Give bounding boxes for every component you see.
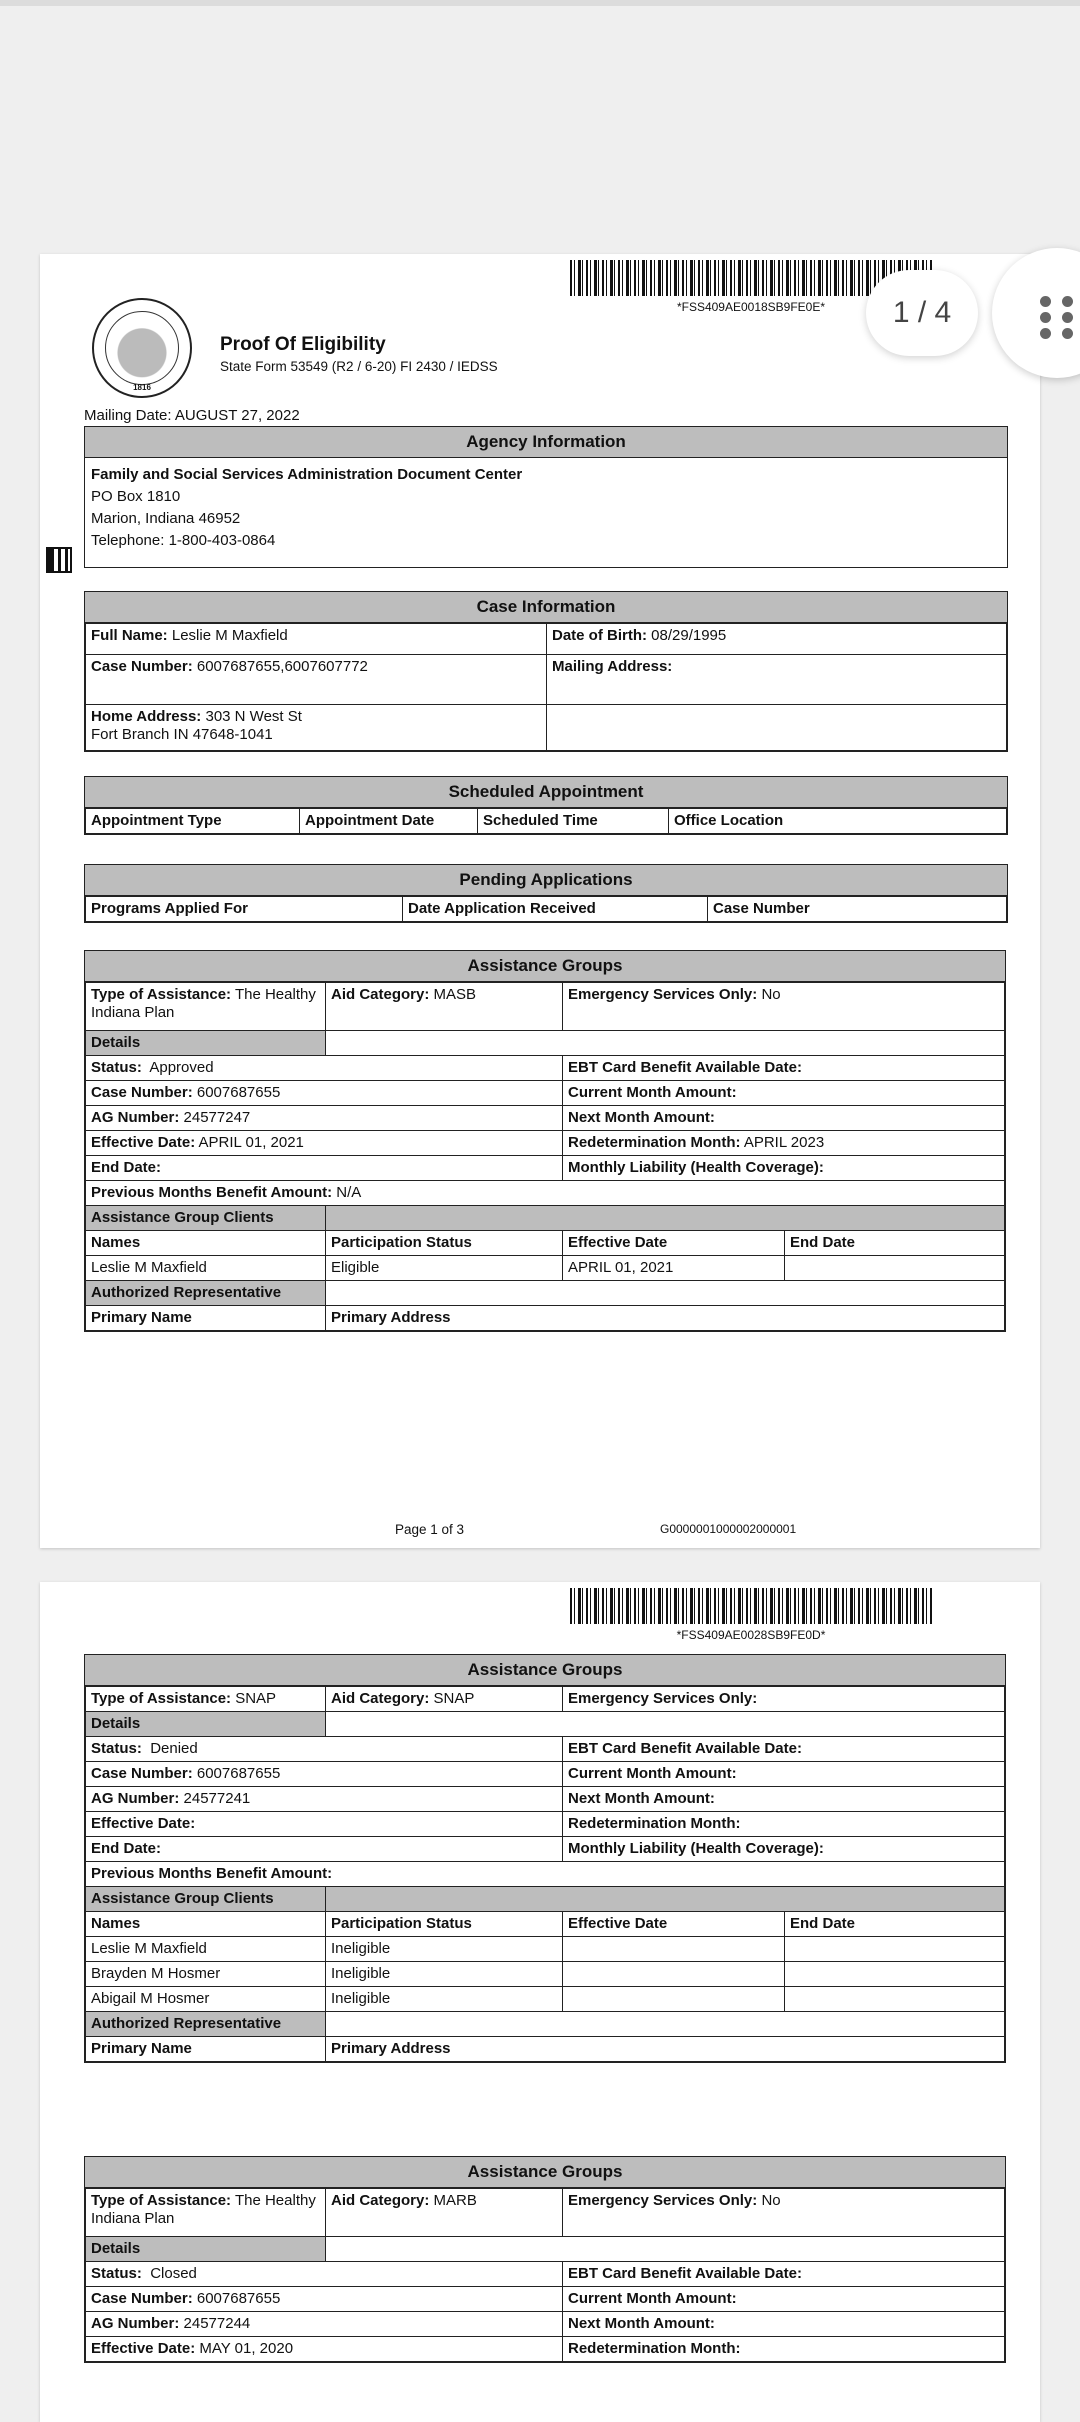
redetermination-label: Redetermination Month:: [568, 1134, 741, 1151]
prev-benefit-label: Previous Months Benefit Amount:: [91, 1865, 333, 1882]
col-end: End Date: [785, 1231, 1005, 1256]
agency-name: Family and Social Services Administration Document Center: [91, 466, 523, 483]
col-primary-address: Primary Address: [326, 1306, 1005, 1331]
redetermination-label: Redetermination Month:: [563, 2337, 1005, 2362]
ebt-label: EBT Card Benefit Available Date:: [563, 1056, 1005, 1081]
aid-value: MASB: [433, 986, 477, 1003]
clients-heading: Assistance Group Clients: [86, 1206, 326, 1231]
case-number-label: Case Number:: [91, 1765, 193, 1782]
type-label: Type of Assistance:: [91, 2192, 232, 2209]
case-number-label: Case Number:: [91, 1084, 193, 1101]
col-effective: Effective Date: [563, 1912, 785, 1937]
liability-label: Monthly Liability (Health Coverage):: [563, 1837, 1005, 1862]
home-address-line1: 303 N West St: [205, 708, 302, 725]
document-page-2: [40, 1582, 1040, 2422]
state-seal-icon: [92, 298, 192, 398]
viewer-top-bar: [0, 0, 1080, 6]
mailing-date: Mailing Date: AUGUST 27, 2022: [84, 407, 300, 424]
prev-benefit-label: Previous Months Benefit Amount:: [91, 1184, 333, 1201]
case-number-label: Case Number:: [91, 658, 193, 675]
barcode-text: *FSS409AE0028SB9FE0D*: [676, 1628, 826, 1642]
barcode-image: [570, 1588, 932, 1624]
ag-number-value: 24577247: [183, 1109, 251, 1126]
end-date-label: End Date:: [86, 1837, 563, 1862]
seal-year-text: 1816: [133, 383, 151, 392]
pending-applications-section: [84, 864, 1008, 923]
col-primary-name: Primary Name: [86, 2037, 326, 2062]
assistance-groups-section: [84, 950, 1006, 1332]
qr-code-icon: [46, 547, 72, 573]
col-case-number: Case Number: [708, 897, 1007, 922]
current-month-label: Current Month Amount:: [563, 1081, 1005, 1106]
liability-label: Monthly Liability (Health Coverage):: [563, 1156, 1005, 1181]
prev-benefit-value: N/A: [336, 1184, 362, 1201]
grid-dots-icon: [1038, 294, 1078, 334]
client-name: Brayden M Hosmer: [86, 1962, 326, 1987]
col-names: Names: [86, 1231, 326, 1256]
case-number-value: 6007687655: [196, 1084, 281, 1101]
next-month-label: Next Month Amount:: [563, 1106, 1005, 1131]
scheduled-appointment-section: [84, 776, 1008, 835]
aid-label: Aid Category:: [331, 986, 430, 1003]
agency-telephone: Telephone: 1-800-403-0864: [91, 532, 276, 549]
col-primary-address: Primary Address: [326, 2037, 1005, 2062]
full-name-value: Leslie M Maxfield: [171, 627, 288, 644]
ebt-label: EBT Card Benefit Available Date:: [563, 1737, 1005, 1762]
redetermination-label: Redetermination Month:: [568, 1815, 741, 1832]
effective-value: MAY 01, 2020: [199, 2340, 294, 2357]
details-heading: Details: [86, 1031, 326, 1056]
client-status: Ineligible: [326, 1937, 563, 1962]
col-participation: Participation Status: [326, 1912, 563, 1937]
emergency-label: Emergency Services Only:: [568, 1690, 758, 1707]
emergency-value: No: [761, 2192, 781, 2209]
ag-number-value: 24577244: [183, 2315, 251, 2332]
page-number-footer: Page 1 of 3: [395, 1522, 465, 1537]
col-end: End Date: [785, 1912, 1005, 1937]
client-end: [785, 1256, 1005, 1281]
status-label: Status:: [91, 2265, 142, 2282]
details-heading: Details: [86, 2237, 326, 2262]
agency-address-line2: Marion, Indiana 46952: [91, 510, 241, 527]
client-status: Ineligible: [326, 1987, 563, 2012]
col-office-location: Office Location: [669, 809, 1007, 834]
case-number-value: 6007687655,6007607772: [196, 658, 368, 675]
table-row: [86, 1937, 1005, 1962]
mailing-address-label: Mailing Address:: [552, 658, 673, 675]
assistance-groups-section: [84, 2156, 1006, 2363]
col-names: Names: [86, 1912, 326, 1937]
document-code-footer: G0000001000002000001: [660, 1522, 797, 1536]
full-name-label: Full Name:: [91, 627, 168, 644]
document-page-1: [40, 254, 1040, 1548]
type-value: SNAP: [235, 1690, 277, 1707]
col-effective: Effective Date: [563, 1231, 785, 1256]
effective-value: APRIL 01, 2021: [198, 1134, 304, 1151]
ag-number-label: AG Number:: [91, 2315, 180, 2332]
redetermination-value: APRIL 2023: [743, 1134, 825, 1151]
table-row: [86, 1962, 1005, 1987]
current-month-label: Current Month Amount:: [563, 1762, 1005, 1787]
next-month-label: Next Month Amount:: [563, 2312, 1005, 2337]
section-heading: Pending Applications: [85, 865, 1007, 896]
status-label: Status:: [91, 1059, 142, 1076]
status-label: Status:: [91, 1740, 142, 1757]
col-date-received: Date Application Received: [403, 897, 708, 922]
agency-address-line1: PO Box 1810: [91, 488, 181, 505]
form-number: State Form 53549 (R2 / 6-20) FI 2430 / IEDSS: [220, 359, 498, 374]
case-number-value: 6007687655: [196, 2290, 281, 2307]
section-heading: Assistance Groups: [85, 951, 1005, 982]
aid-label: Aid Category:: [331, 1690, 430, 1707]
clients-heading: Assistance Group Clients: [86, 1887, 326, 1912]
client-status: Eligible: [326, 1256, 563, 1281]
emergency-label: Emergency Services Only:: [568, 2192, 758, 2209]
client-name: Leslie M Maxfield: [86, 1937, 326, 1962]
ebt-label: EBT Card Benefit Available Date:: [563, 2262, 1005, 2287]
home-address-line2: Fort Branch IN 47648-1041: [91, 726, 273, 743]
auth-rep-heading: Authorized Representative: [86, 1281, 326, 1306]
section-heading: Agency Information: [85, 427, 1007, 458]
page-counter[interactable]: 1 / 4: [866, 270, 978, 356]
auth-rep-heading: Authorized Representative: [86, 2012, 326, 2037]
case-number-label: Case Number:: [91, 2290, 193, 2307]
table-row: [86, 1256, 1005, 1281]
type-label: Type of Assistance:: [91, 1690, 232, 1707]
agency-information-section: [84, 426, 1008, 568]
next-month-label: Next Month Amount:: [563, 1787, 1005, 1812]
end-date-label: End Date:: [86, 1156, 563, 1181]
current-month-label: Current Month Amount:: [563, 2287, 1005, 2312]
section-heading: Assistance Groups: [85, 2157, 1005, 2188]
effective-label: Effective Date:: [91, 1134, 196, 1151]
section-heading: Case Information: [85, 592, 1007, 623]
emergency-label: Emergency Services Only:: [568, 986, 758, 1003]
status-value: Approved: [149, 1059, 214, 1076]
type-value: The Healthy Indiana Plan: [91, 986, 316, 1021]
effective-label: Effective Date:: [91, 2340, 196, 2357]
client-effective: APRIL 01, 2021: [563, 1256, 785, 1281]
client-name: Abigail M Hosmer: [86, 1987, 326, 2012]
col-programs-applied: Programs Applied For: [86, 897, 403, 922]
case-information-section: [84, 591, 1008, 752]
table-row: [86, 1987, 1005, 2012]
aid-value: MARB: [433, 2192, 477, 2209]
col-appointment-type: Appointment Type: [86, 809, 300, 834]
col-participation: Participation Status: [326, 1231, 563, 1256]
effective-label: Effective Date:: [91, 1815, 196, 1832]
col-scheduled-time: Scheduled Time: [478, 809, 669, 834]
col-primary-name: Primary Name: [86, 1306, 326, 1331]
case-number-value: 6007687655: [196, 1765, 281, 1782]
assistance-groups-section: [84, 1654, 1006, 2063]
status-value: Denied: [150, 1740, 198, 1757]
aid-value: SNAP: [433, 1690, 475, 1707]
col-appointment-date: Appointment Date: [300, 809, 478, 834]
document-title: Proof Of Eligibility: [220, 334, 386, 355]
client-name: Leslie M Maxfield: [86, 1256, 326, 1281]
dob-label: Date of Birth:: [552, 627, 647, 644]
dob-value: 08/29/1995: [651, 627, 727, 644]
details-heading: Details: [86, 1712, 326, 1737]
type-label: Type of Assistance:: [91, 986, 232, 1003]
section-heading: Assistance Groups: [85, 1655, 1005, 1686]
ag-number-label: AG Number:: [91, 1790, 180, 1807]
barcode-text: *FSS409AE0018SB9FE0E*: [676, 300, 826, 314]
emergency-value: No: [761, 986, 781, 1003]
aid-label: Aid Category:: [331, 2192, 430, 2209]
section-heading: Scheduled Appointment: [85, 777, 1007, 808]
client-status: Ineligible: [326, 1962, 563, 1987]
ag-number-label: AG Number:: [91, 1109, 180, 1126]
home-address-label: Home Address:: [91, 708, 202, 725]
status-value: Closed: [150, 2265, 197, 2282]
ag-number-value: 24577241: [183, 1790, 251, 1807]
type-value: The Healthy Indiana Plan: [91, 2192, 316, 2227]
